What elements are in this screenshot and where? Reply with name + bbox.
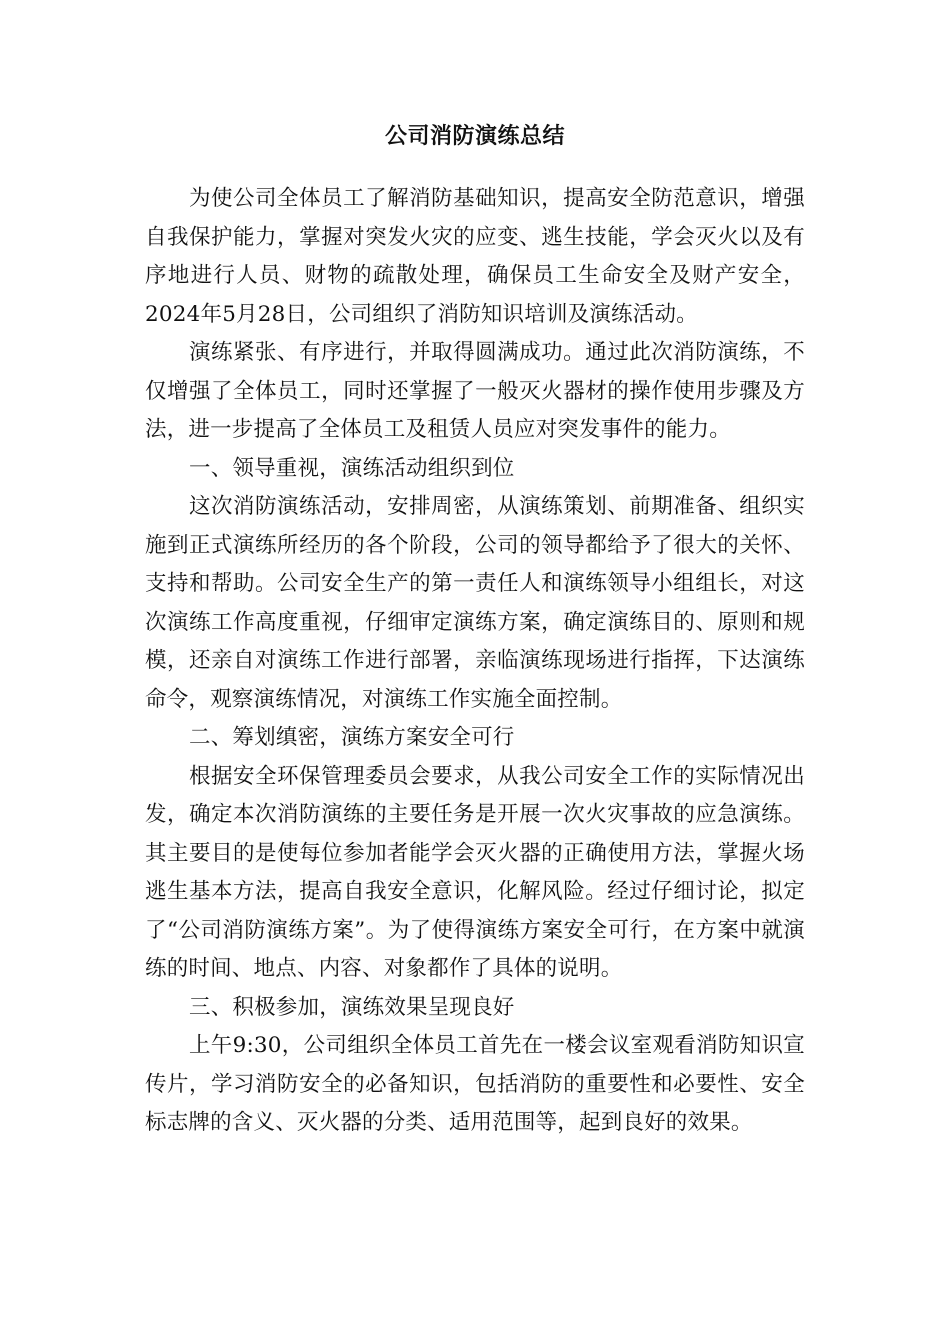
section-heading-1: 一、领导重视，演练活动组织到位 [189,455,515,481]
paragraph-section-2: 根据安全环保管理委员会要求，从我公司安全工作的实际情况出发，确定本次消防演练的主要任务是开展一次火灾事故的应急演练。其主要目的是使每位参加者能学会灭火器的正确使用方法，掌握火场逃生基本方法，提高自我安全意识，化解风险。经过仔细讨论，拟定了“公司消防演练方案”。为了使得演练方案安全可行，在方案中就演练的时间、地点、内容、对象都作了具体的说明。 [145,763,805,981]
document-body [145,180,805,1143]
section-heading-3: 三、积极参加，演练效果呈现良好 [189,994,515,1020]
document-title: 公司消防演练总结 [384,124,565,149]
section-heading-2: 二、筹划缜密，演练方案安全可行 [189,725,515,750]
paragraph-section-3: 上午9:30，公司组织全体员工首先在一楼会议室观看消防知识宣传片，学习消防安全的必备知识，包括消防的重要性和必要性、安全标志牌的含义、灭火器的分类、适用范围等，起到良好的效果。 [145,1033,805,1135]
paragraph-result: 演练紧张、有序进行，并取得圆满成功。通过此次消防演练，不仅增强了全体员工，同时还掌握了一般灭火器材的操作使用步骤及方法，进一步提高了全体员工及租赁人员应对突发事件的能力。 [145,340,805,442]
paragraph-section-1: 这次消防演练活动，安排周密，从演练策划、前期准备、组织实施到正式演练所经历的各个阶段，公司的领导都给予了很大的关怀、支持和帮助。公司安全生产的第一责任人和演练领导小组组长，对这次演练工作高度重视，仔细审定演练方案，确定演练目的、原则和规模，还亲自对演练工作进行部署，亲临演练现场进行指挥，下达演练命令，观察演练情况，对演练工作实施全面控制。 [145,494,805,712]
paragraph-intro: 为使公司全体员工了解消防基础知识，提高安全防范意识，增强自我保护能力，掌握对突发火灾的应变、逃生技能，学会灭火以及有序地进行人员、财物的疏散处理，确保员工生命安全及财产安全，2024年5月28日，公司组织了消防知识培训及演练活动。 [145,186,805,327]
